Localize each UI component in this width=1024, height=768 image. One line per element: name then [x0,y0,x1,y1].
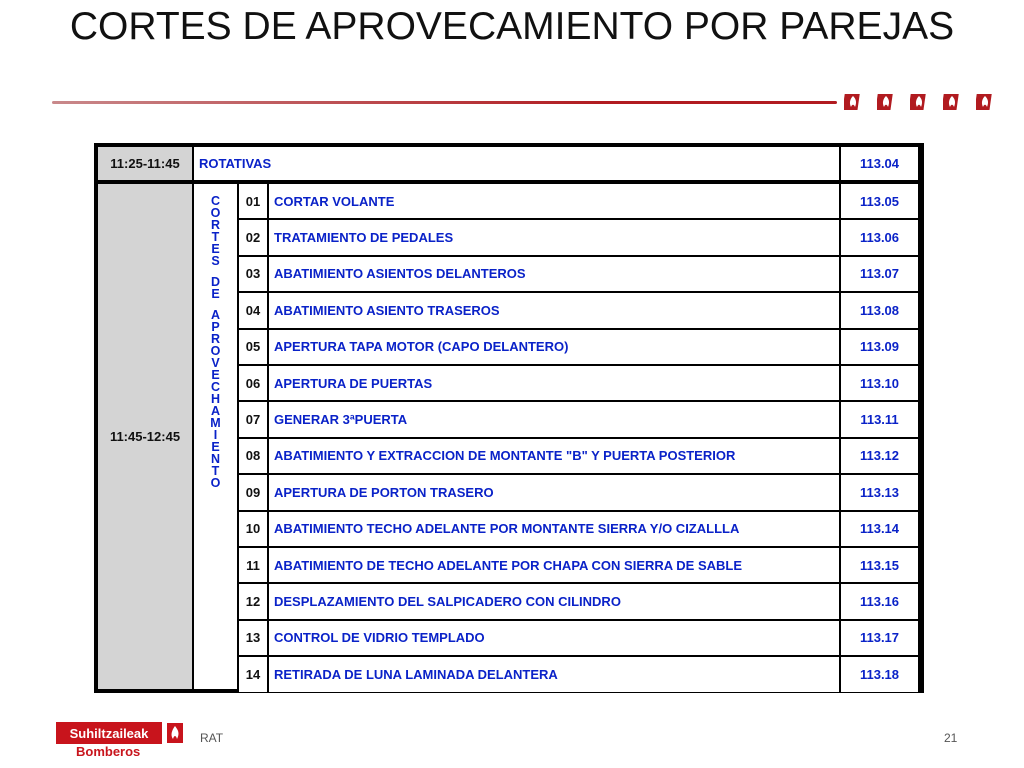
vertical-letter: R [210,332,221,346]
row-code: 113.09 [841,330,918,364]
row-task: DESPLAZAMIENTO DEL SALPICADERO CON CILINDRO [269,584,839,618]
row-code: 113.08 [841,293,918,327]
row-code: 113.14 [841,512,918,546]
row-code: 113.06 [841,220,918,254]
row-number: 04 [239,293,267,327]
row-number: 03 [239,257,267,291]
footer-label: RAT [200,731,224,745]
vertical-letter: A [210,404,221,418]
vertical-letter: M [210,416,221,430]
row-task: TRATAMIENTO DE PEDALES [269,220,839,254]
flame-icon [844,92,862,112]
row-code: 113.10 [841,366,918,400]
row-code: 113.05 [841,184,918,218]
vertical-letter: I [213,428,218,442]
row-number: 11 [239,548,267,582]
row-code: 113.12 [841,439,918,473]
vertical-letter: S [211,254,220,268]
row-task: ABATIMIENTO Y EXTRACCION DE MONTANTE "B" Y PUERTA POSTERIOR [269,439,839,473]
vertical-letter: O [210,206,221,220]
row-task: RETIRADA DE LUNA LAMINADA DELANTERA [269,657,839,691]
row-code: 113.07 [841,257,918,291]
vertical-letter: D [210,275,221,289]
vertical-letter: H [210,392,221,406]
row-task: APERTURA TAPA MOTOR (CAPO DELANTERO) [269,330,839,364]
flame-icon [877,92,895,112]
title-divider [52,101,837,104]
row-task: APERTURA DE PUERTAS [269,366,839,400]
row-number: 01 [239,184,267,218]
vertical-letter: E [211,368,220,382]
bomberos-logo [56,722,186,760]
vertical-letter: O [210,344,221,358]
row-task: ABATIMIENTO ASIENTOS DELANTEROS [269,257,839,291]
row-number: 08 [239,439,267,473]
schedule-table [94,143,924,693]
slide-title: CORTES DE APROVECAMIENTO POR PAREJAS [69,5,955,48]
row-number: 07 [239,402,267,436]
row-code: 113.15 [841,548,918,582]
logo-line2: Bomberos [76,744,141,759]
vertical-letter: N [210,452,221,466]
cortes-vertical-label [194,184,237,689]
row-number: 14 [239,657,267,691]
row-number: 06 [239,366,267,400]
vertical-letter: R [210,218,221,232]
row-number: 09 [239,475,267,509]
row-number: 05 [239,330,267,364]
rotativas-time: 11:25-11:45 [98,147,192,180]
row-task: GENERAR 3ªPUERTA [269,402,839,436]
row-number: 02 [239,220,267,254]
row-task: ABATIMIENTO DE TECHO ADELANTE POR CHAPA CON SIERRA DE SABLE [269,548,839,582]
row-code: 113.16 [841,584,918,618]
flame-icon [910,92,928,112]
vertical-letter: C [210,380,221,394]
row-task: CONTROL DE VIDRIO TEMPLADO [269,621,839,655]
row-task: CORTAR VOLANTE [269,184,839,218]
vertical-letter: E [211,242,220,256]
row-task: ABATIMIENTO ASIENTO TRASEROS [269,293,839,327]
row-number: 13 [239,621,267,655]
vertical-letter: E [211,440,220,454]
row-task: ABATIMIENTO TECHO ADELANTE POR MONTANTE SIERRA Y/O CIZALLLA [269,512,839,546]
vertical-letter: T [211,230,220,244]
flame-icon [976,92,994,112]
row-code: 113.17 [841,621,918,655]
vertical-letter: E [211,287,220,301]
row-code: 113.13 [841,475,918,509]
row-code: 113.11 [841,402,918,436]
vertical-letter: P [211,320,220,334]
cortes-time: 11:45-12:45 [98,184,192,689]
row-task: APERTURA DE PORTON TRASERO [269,475,839,509]
row-number: 10 [239,512,267,546]
flame-shield-icon [166,722,184,744]
page-number: 21 [944,731,958,745]
vertical-letter: C [210,194,221,208]
row-number: 12 [239,584,267,618]
rotativas-code: 113.04 [841,147,918,180]
rotativas-label: ROTATIVAS [194,147,839,180]
vertical-letter: A [210,308,221,322]
vertical-letter: V [211,356,220,370]
vertical-letter: O [210,476,221,490]
row-code: 113.18 [841,657,918,691]
vertical-letter: T [211,464,220,478]
logo-line1: Suhiltzaileak [56,722,162,744]
flame-icon [943,92,961,112]
